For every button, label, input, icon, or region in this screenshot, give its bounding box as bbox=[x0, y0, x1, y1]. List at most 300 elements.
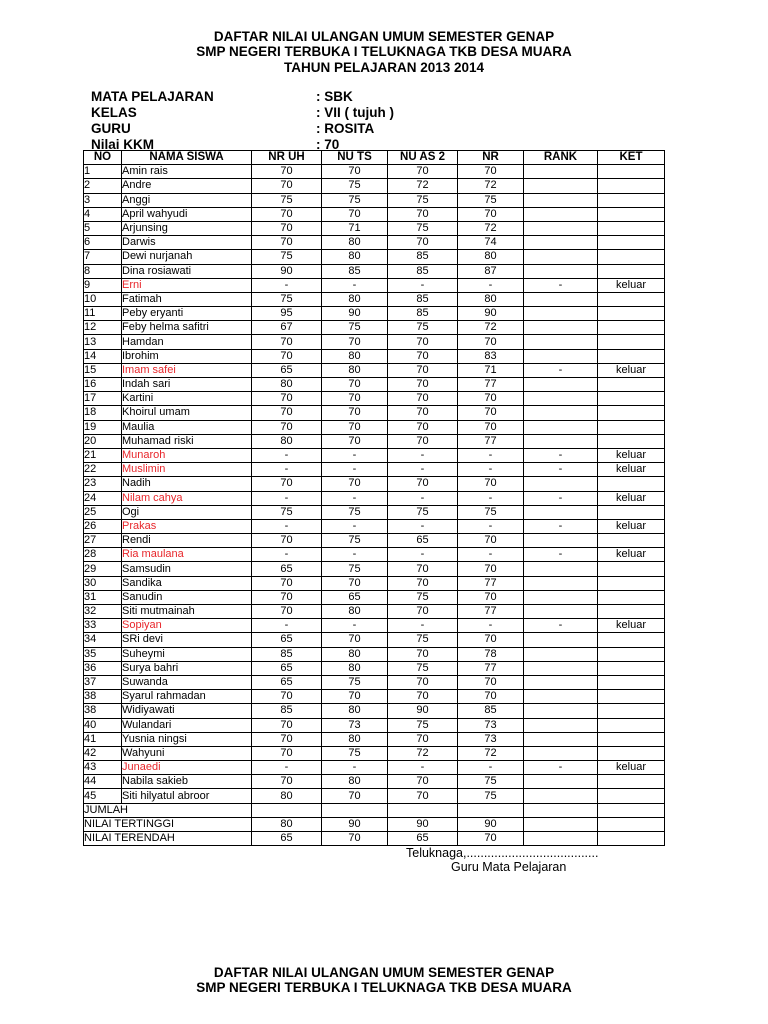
info-value: : VII ( tujuh ) bbox=[316, 105, 394, 120]
cell-nr-uh: 70 bbox=[252, 718, 322, 732]
cell-rank bbox=[524, 292, 598, 306]
cell-name: Muslimin bbox=[122, 463, 252, 477]
cell-ket: keluar bbox=[598, 619, 665, 633]
cell-nu-ts: 80 bbox=[322, 236, 388, 250]
cell-nr-uh: - bbox=[252, 519, 322, 533]
cell-no: 3 bbox=[84, 193, 122, 207]
cell-ket bbox=[598, 207, 665, 221]
cell-rank bbox=[524, 207, 598, 221]
cell-nu-as2: 75 bbox=[388, 590, 458, 604]
cell-nr-uh: - bbox=[252, 491, 322, 505]
cell-name: Suwanda bbox=[122, 675, 252, 689]
info-value: : 70 bbox=[316, 137, 340, 152]
cell-name: Ogi bbox=[122, 505, 252, 519]
col-header-nr-uh: NR UH bbox=[252, 151, 322, 165]
table-row bbox=[84, 647, 665, 661]
cell-rank bbox=[524, 789, 598, 803]
cell-nu-ts: 80 bbox=[322, 605, 388, 619]
cell-ket: keluar bbox=[598, 463, 665, 477]
info-row-subject bbox=[91, 89, 491, 105]
cell-ket bbox=[598, 434, 665, 448]
cell-nu-as2: 85 bbox=[388, 307, 458, 321]
cell-name: Widiyawati bbox=[122, 704, 252, 718]
cell-rank bbox=[524, 832, 598, 846]
cell-nr: - bbox=[458, 448, 524, 462]
cell-name: Sandika bbox=[122, 576, 252, 590]
cell-rank bbox=[524, 775, 598, 789]
cell-nu-ts: 80 bbox=[322, 775, 388, 789]
cell-name: Khoirul umam bbox=[122, 406, 252, 420]
cell-nr: 70 bbox=[458, 562, 524, 576]
cell-name: Dewi nurjanah bbox=[122, 250, 252, 264]
cell-name: Ibrohim bbox=[122, 349, 252, 363]
cell-nr: 70 bbox=[458, 477, 524, 491]
cell-nr: 74 bbox=[458, 236, 524, 250]
cell-nr: 70 bbox=[458, 335, 524, 349]
cell-name: Sanudin bbox=[122, 590, 252, 604]
cell-nu-ts bbox=[322, 803, 388, 817]
info-label: Nilai KKM bbox=[91, 137, 155, 152]
cell-nr-uh: 65 bbox=[252, 562, 322, 576]
table-row bbox=[84, 349, 665, 363]
cell-name: Wulandari bbox=[122, 718, 252, 732]
cell-rank: - bbox=[524, 448, 598, 462]
cell-nu-ts: 80 bbox=[322, 732, 388, 746]
cell-name: Anggi bbox=[122, 193, 252, 207]
cell-nr: 72 bbox=[458, 179, 524, 193]
cell-no: 1 bbox=[84, 165, 122, 179]
cell-nr-uh: 67 bbox=[252, 321, 322, 335]
cell-rank bbox=[524, 633, 598, 647]
cell-ket bbox=[598, 264, 665, 278]
cell-nu-ts: 80 bbox=[322, 292, 388, 306]
cell-name: Indah sari bbox=[122, 378, 252, 392]
cell-ket: keluar bbox=[598, 519, 665, 533]
cell-rank: - bbox=[524, 519, 598, 533]
cell-nr-uh: - bbox=[252, 761, 322, 775]
cell-nr: 90 bbox=[458, 307, 524, 321]
summary-label: NILAI TERENDAH bbox=[84, 832, 252, 846]
cell-name: Samsudin bbox=[122, 562, 252, 576]
cell-ket bbox=[598, 406, 665, 420]
table-header-row bbox=[84, 151, 665, 165]
table-row bbox=[84, 519, 665, 533]
cell-ket bbox=[598, 292, 665, 306]
table-row bbox=[84, 278, 665, 292]
cell-nu-as2: 75 bbox=[388, 193, 458, 207]
cell-rank bbox=[524, 534, 598, 548]
cell-nr: 83 bbox=[458, 349, 524, 363]
cell-rank bbox=[524, 349, 598, 363]
table-row bbox=[84, 562, 665, 576]
cell-rank bbox=[524, 576, 598, 590]
cell-nu-as2: 90 bbox=[388, 704, 458, 718]
cell-rank bbox=[524, 590, 598, 604]
info-label: KELAS bbox=[91, 105, 137, 120]
cell-no: 18 bbox=[84, 406, 122, 420]
cell-no: 28 bbox=[84, 548, 122, 562]
cell-nr-uh: 65 bbox=[252, 675, 322, 689]
cell-no: 10 bbox=[84, 292, 122, 306]
info-row-teacher bbox=[91, 121, 491, 137]
cell-nu-ts: 70 bbox=[322, 633, 388, 647]
cell-name: Sopiyan bbox=[122, 619, 252, 633]
table-row bbox=[84, 690, 665, 704]
cell-no: 38 bbox=[84, 704, 122, 718]
cell-name: Yusnia ningsi bbox=[122, 732, 252, 746]
table-row bbox=[84, 448, 665, 462]
cell-nr-uh: 85 bbox=[252, 704, 322, 718]
cell-no: 31 bbox=[84, 590, 122, 604]
cell-no: 5 bbox=[84, 221, 122, 235]
cell-nu-as2: 70 bbox=[388, 363, 458, 377]
cell-nr: - bbox=[458, 619, 524, 633]
cell-no: 7 bbox=[84, 250, 122, 264]
cell-nr-uh: 70 bbox=[252, 746, 322, 760]
table-row bbox=[84, 605, 665, 619]
cell-name: Nadih bbox=[122, 477, 252, 491]
cell-nu-as2: 75 bbox=[388, 505, 458, 519]
cell-no: 13 bbox=[84, 335, 122, 349]
cell-nr: 73 bbox=[458, 732, 524, 746]
cell-ket bbox=[598, 562, 665, 576]
cell-ket bbox=[598, 179, 665, 193]
cell-ket bbox=[598, 335, 665, 349]
cell-nr: 87 bbox=[458, 264, 524, 278]
cell-nr-uh: 65 bbox=[252, 832, 322, 846]
cell-nr-uh: 70 bbox=[252, 406, 322, 420]
cell-ket bbox=[598, 704, 665, 718]
cell-nr: 75 bbox=[458, 193, 524, 207]
cell-ket bbox=[598, 236, 665, 250]
cell-rank bbox=[524, 803, 598, 817]
table-row bbox=[84, 221, 665, 235]
cell-nu-as2: 70 bbox=[388, 236, 458, 250]
cell-no: 15 bbox=[84, 363, 122, 377]
cell-nu-ts: 70 bbox=[322, 378, 388, 392]
col-header-nu-ts: NU TS bbox=[322, 151, 388, 165]
cell-nu-ts: 70 bbox=[322, 335, 388, 349]
table-row bbox=[84, 477, 665, 491]
next-page-title-line2: SMP NEGERI TERBUKA I TELUKNAGA TKB DESA MUARA bbox=[196, 980, 572, 995]
cell-nu-as2: 75 bbox=[388, 718, 458, 732]
cell-nu-as2: - bbox=[388, 548, 458, 562]
subject-info bbox=[91, 89, 491, 153]
table-row bbox=[84, 675, 665, 689]
cell-no: 38 bbox=[84, 690, 122, 704]
cell-nu-as2: 85 bbox=[388, 292, 458, 306]
cell-rank bbox=[524, 264, 598, 278]
cell-rank: - bbox=[524, 491, 598, 505]
cell-no: 2 bbox=[84, 179, 122, 193]
table-row bbox=[84, 746, 665, 760]
cell-ket bbox=[598, 590, 665, 604]
cell-nu-ts: 80 bbox=[322, 647, 388, 661]
cell-rank bbox=[524, 406, 598, 420]
cell-nr-uh: 70 bbox=[252, 392, 322, 406]
cell-nr: 72 bbox=[458, 321, 524, 335]
cell-nr-uh: 90 bbox=[252, 264, 322, 278]
cell-nu-ts: 80 bbox=[322, 661, 388, 675]
cell-rank bbox=[524, 690, 598, 704]
table-row bbox=[84, 250, 665, 264]
cell-nu-as2: 75 bbox=[388, 221, 458, 235]
signature-place-date: Teluknaga,...................................... bbox=[406, 846, 599, 860]
cell-ket bbox=[598, 732, 665, 746]
cell-nu-ts: 73 bbox=[322, 718, 388, 732]
cell-nu-ts: 80 bbox=[322, 250, 388, 264]
table-row bbox=[84, 193, 665, 207]
table-row bbox=[84, 576, 665, 590]
cell-nu-as2: 70 bbox=[388, 675, 458, 689]
cell-nr-uh: 70 bbox=[252, 534, 322, 548]
cell-nu-as2: 70 bbox=[388, 434, 458, 448]
cell-ket bbox=[598, 661, 665, 675]
cell-ket: keluar bbox=[598, 363, 665, 377]
cell-nr: 70 bbox=[458, 633, 524, 647]
cell-ket bbox=[598, 817, 665, 831]
cell-no: 4 bbox=[84, 207, 122, 221]
cell-no: 16 bbox=[84, 378, 122, 392]
cell-no: 20 bbox=[84, 434, 122, 448]
cell-nu-as2: 90 bbox=[388, 817, 458, 831]
cell-no: 43 bbox=[84, 761, 122, 775]
cell-no: 45 bbox=[84, 789, 122, 803]
cell-nr-uh: 70 bbox=[252, 605, 322, 619]
cell-ket bbox=[598, 832, 665, 846]
cell-nr: 70 bbox=[458, 165, 524, 179]
cell-nr-uh: 65 bbox=[252, 363, 322, 377]
cell-no: 44 bbox=[84, 775, 122, 789]
cell-no: 11 bbox=[84, 307, 122, 321]
cell-ket bbox=[598, 605, 665, 619]
table-row bbox=[84, 363, 665, 377]
cell-nu-as2: 70 bbox=[388, 477, 458, 491]
cell-nr-uh: 70 bbox=[252, 576, 322, 590]
cell-nu-ts: 75 bbox=[322, 179, 388, 193]
cell-nr: - bbox=[458, 463, 524, 477]
table-row bbox=[84, 534, 665, 548]
cell-no: 14 bbox=[84, 349, 122, 363]
cell-ket bbox=[598, 221, 665, 235]
table-row bbox=[84, 718, 665, 732]
cell-rank bbox=[524, 605, 598, 619]
cell-nu-as2 bbox=[388, 803, 458, 817]
table-row bbox=[84, 165, 665, 179]
cell-rank bbox=[524, 221, 598, 235]
cell-rank bbox=[524, 505, 598, 519]
info-row-class bbox=[91, 105, 491, 121]
cell-nr bbox=[458, 803, 524, 817]
cell-name: Hamdan bbox=[122, 335, 252, 349]
table-row bbox=[84, 292, 665, 306]
cell-no: 34 bbox=[84, 633, 122, 647]
table-row bbox=[84, 775, 665, 789]
summary-row bbox=[84, 817, 665, 831]
info-label: GURU bbox=[91, 121, 131, 136]
cell-nu-ts: 90 bbox=[322, 307, 388, 321]
cell-nu-as2: 75 bbox=[388, 633, 458, 647]
table-row bbox=[84, 207, 665, 221]
cell-nu-as2: 70 bbox=[388, 789, 458, 803]
cell-nu-ts: 70 bbox=[322, 392, 388, 406]
cell-rank bbox=[524, 193, 598, 207]
cell-nr: 70 bbox=[458, 420, 524, 434]
cell-nu-ts: 75 bbox=[322, 505, 388, 519]
cell-no: 17 bbox=[84, 392, 122, 406]
cell-nr: - bbox=[458, 278, 524, 292]
cell-nu-ts: 70 bbox=[322, 576, 388, 590]
cell-name: Muhamad riski bbox=[122, 434, 252, 448]
cell-no: 22 bbox=[84, 463, 122, 477]
table-row bbox=[84, 491, 665, 505]
table-row bbox=[84, 392, 665, 406]
table-row bbox=[84, 761, 665, 775]
cell-nu-as2: 65 bbox=[388, 534, 458, 548]
cell-nu-as2: - bbox=[388, 448, 458, 462]
cell-name: Ria maulana bbox=[122, 548, 252, 562]
cell-nu-ts: 85 bbox=[322, 264, 388, 278]
signature-role: Guru Mata Pelajaran bbox=[451, 860, 567, 874]
cell-name: Munaroh bbox=[122, 448, 252, 462]
cell-name: Amin rais bbox=[122, 165, 252, 179]
doc-title-line2: SMP NEGERI TERBUKA I TELUKNAGA TKB DESA MUARA bbox=[196, 44, 572, 59]
cell-name: Suheymi bbox=[122, 647, 252, 661]
table-row bbox=[84, 633, 665, 647]
cell-name: Surya bahri bbox=[122, 661, 252, 675]
summary-row bbox=[84, 803, 665, 817]
cell-name: April wahyudi bbox=[122, 207, 252, 221]
cell-rank bbox=[524, 704, 598, 718]
cell-ket bbox=[598, 775, 665, 789]
cell-rank bbox=[524, 420, 598, 434]
cell-ket bbox=[598, 349, 665, 363]
cell-nu-ts: - bbox=[322, 519, 388, 533]
cell-nu-as2: 70 bbox=[388, 349, 458, 363]
cell-no: 35 bbox=[84, 647, 122, 661]
cell-nr: - bbox=[458, 491, 524, 505]
cell-nr: 70 bbox=[458, 534, 524, 548]
cell-no: 6 bbox=[84, 236, 122, 250]
info-label: MATA PELAJARAN bbox=[91, 89, 214, 104]
cell-nr: 77 bbox=[458, 661, 524, 675]
cell-nu-as2: 70 bbox=[388, 775, 458, 789]
cell-nr: 70 bbox=[458, 392, 524, 406]
cell-no: 12 bbox=[84, 321, 122, 335]
grades-table-body bbox=[84, 165, 665, 803]
cell-ket bbox=[598, 746, 665, 760]
cell-rank: - bbox=[524, 548, 598, 562]
cell-ket bbox=[598, 165, 665, 179]
cell-nu-ts: - bbox=[322, 619, 388, 633]
table-row bbox=[84, 661, 665, 675]
cell-ket bbox=[598, 647, 665, 661]
cell-nu-ts: 70 bbox=[322, 690, 388, 704]
cell-nr: 70 bbox=[458, 207, 524, 221]
cell-nu-as2: 70 bbox=[388, 690, 458, 704]
cell-nu-as2: 70 bbox=[388, 378, 458, 392]
cell-name: Siti mutmainah bbox=[122, 605, 252, 619]
cell-nu-as2: 70 bbox=[388, 647, 458, 661]
cell-nr-uh: 65 bbox=[252, 661, 322, 675]
cell-nu-as2: 85 bbox=[388, 264, 458, 278]
cell-nr-uh: 70 bbox=[252, 477, 322, 491]
cell-nu-ts: 70 bbox=[322, 420, 388, 434]
cell-nr: 72 bbox=[458, 221, 524, 235]
cell-nr: 70 bbox=[458, 832, 524, 846]
cell-no: 41 bbox=[84, 732, 122, 746]
cell-rank: - bbox=[524, 278, 598, 292]
cell-ket bbox=[598, 307, 665, 321]
cell-nu-as2: 70 bbox=[388, 207, 458, 221]
cell-name: Kartini bbox=[122, 392, 252, 406]
table-row bbox=[84, 406, 665, 420]
table-row bbox=[84, 463, 665, 477]
cell-nr: 70 bbox=[458, 590, 524, 604]
cell-nr-uh: 80 bbox=[252, 789, 322, 803]
cell-name: Nabila sakieb bbox=[122, 775, 252, 789]
cell-nr: 77 bbox=[458, 605, 524, 619]
cell-nu-ts: - bbox=[322, 448, 388, 462]
cell-nr: 75 bbox=[458, 775, 524, 789]
cell-nr-uh: 75 bbox=[252, 193, 322, 207]
table-row bbox=[84, 789, 665, 803]
cell-nu-as2: - bbox=[388, 463, 458, 477]
cell-nu-ts: - bbox=[322, 761, 388, 775]
cell-nu-ts: 80 bbox=[322, 363, 388, 377]
cell-nu-ts: 75 bbox=[322, 534, 388, 548]
cell-rank bbox=[524, 378, 598, 392]
table-row bbox=[84, 179, 665, 193]
cell-nu-as2: 70 bbox=[388, 406, 458, 420]
cell-nr-uh: 70 bbox=[252, 207, 322, 221]
cell-rank bbox=[524, 392, 598, 406]
summary-row bbox=[84, 832, 665, 846]
cell-nu-ts: 70 bbox=[322, 406, 388, 420]
cell-ket bbox=[598, 321, 665, 335]
cell-ket bbox=[598, 576, 665, 590]
cell-name: Arjunsing bbox=[122, 221, 252, 235]
cell-nr-uh: 70 bbox=[252, 590, 322, 604]
cell-nr-uh bbox=[252, 803, 322, 817]
cell-name: Erni bbox=[122, 278, 252, 292]
cell-nr-uh: 95 bbox=[252, 307, 322, 321]
cell-name: Imam safei bbox=[122, 363, 252, 377]
cell-ket bbox=[598, 534, 665, 548]
cell-ket: keluar bbox=[598, 491, 665, 505]
cell-no: 9 bbox=[84, 278, 122, 292]
doc-title-line3: TAHUN PELAJARAN 2013 2014 bbox=[283, 60, 485, 75]
cell-rank bbox=[524, 746, 598, 760]
cell-nr: 75 bbox=[458, 789, 524, 803]
cell-no: 19 bbox=[84, 420, 122, 434]
cell-nu-ts: 75 bbox=[322, 746, 388, 760]
cell-no: 32 bbox=[84, 605, 122, 619]
cell-nr-uh: 75 bbox=[252, 505, 322, 519]
cell-rank bbox=[524, 250, 598, 264]
cell-rank bbox=[524, 179, 598, 193]
col-header-nu-as2: NU AS 2 bbox=[388, 151, 458, 165]
cell-name: Fatimah bbox=[122, 292, 252, 306]
summary-label: JUMLAH bbox=[84, 803, 252, 817]
cell-nr-uh: 70 bbox=[252, 236, 322, 250]
table-row bbox=[84, 590, 665, 604]
table-row bbox=[84, 321, 665, 335]
info-value: : SBK bbox=[316, 89, 353, 104]
cell-no: 26 bbox=[84, 519, 122, 533]
cell-ket bbox=[598, 250, 665, 264]
cell-ket bbox=[598, 675, 665, 689]
